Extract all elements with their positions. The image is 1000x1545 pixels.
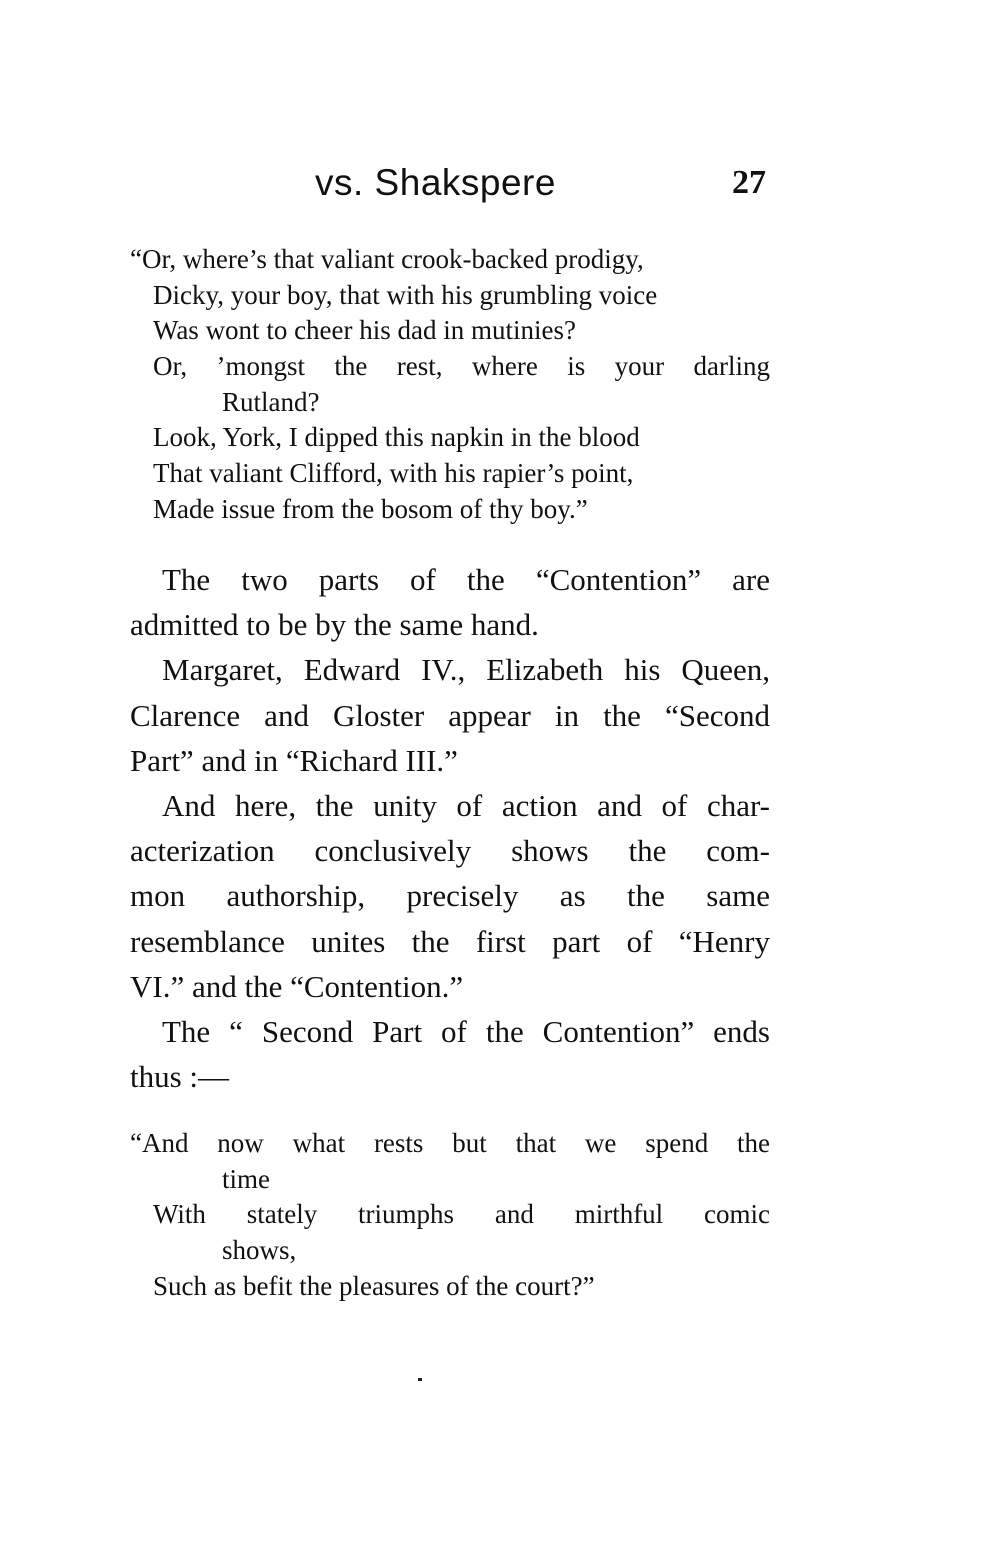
paragraph	[130, 647, 770, 783]
verse-line-turnover: Rutland?	[222, 386, 320, 417]
verse-quote-2	[130, 1126, 770, 1304]
verse-line: Or, ’mongst the rest, where is your darling	[153, 351, 770, 382]
verse-line: Made issue from the bosom of thy boy.”	[153, 493, 588, 524]
verse-line: “And now what rests but that we spend the	[130, 1128, 770, 1158]
verse-quote-1	[130, 242, 770, 528]
text-line: mon authorship, precisely as the same	[130, 878, 770, 914]
text-line: admitted to be by the same hand.	[130, 607, 539, 643]
text-line: thus :—	[130, 1059, 230, 1095]
page-header	[130, 162, 770, 212]
verse-line: With stately triumphs and mirthful comic	[153, 1199, 770, 1230]
paragraph	[130, 783, 770, 1009]
verse-line-turnover: shows,	[222, 1235, 297, 1266]
page-number: 27	[732, 164, 766, 201]
verse-line: Dicky, your boy, that with his grumbling voice	[153, 279, 658, 310]
text-line: acterization conclusively shows the com-	[130, 833, 770, 869]
verse-line: “Or, where’s that valiant crook-backed prodigy,	[130, 244, 644, 274]
text-line: The “ Second Part of the Contention” ends	[162, 1013, 770, 1049]
verse-line-turnover: time	[222, 1163, 270, 1194]
running-head: vs. Shakspere	[315, 162, 556, 203]
paragraph	[130, 1009, 770, 1099]
text-line: The two parts of the “Contention” are	[162, 562, 770, 597]
verse-line: Was wont to cheer his dad in mutinies?	[153, 315, 576, 346]
verse-line: That valiant Clifford, with his rapier’s point,	[153, 458, 634, 489]
text-line: VI.” and the “Contention.”	[130, 968, 464, 1004]
verse-line: Look, York, I dipped this napkin in the blood	[153, 422, 640, 453]
text-line: And here, the unity of action and of char-	[162, 787, 770, 823]
text-line: Margaret, Edward IV., Elizabeth his Queen,	[162, 652, 770, 688]
body-text	[130, 557, 770, 1099]
paragraph	[130, 557, 770, 647]
print-speck	[418, 1378, 422, 1381]
text-line: Part” and in “Richard III.”	[130, 742, 458, 778]
text-line: Clarence and Gloster appear in the “Second	[130, 697, 770, 733]
text-line: resemblance unites the first part of “Henry	[130, 923, 770, 959]
verse-line: Such as befit the pleasures of the court?”	[153, 1270, 595, 1301]
